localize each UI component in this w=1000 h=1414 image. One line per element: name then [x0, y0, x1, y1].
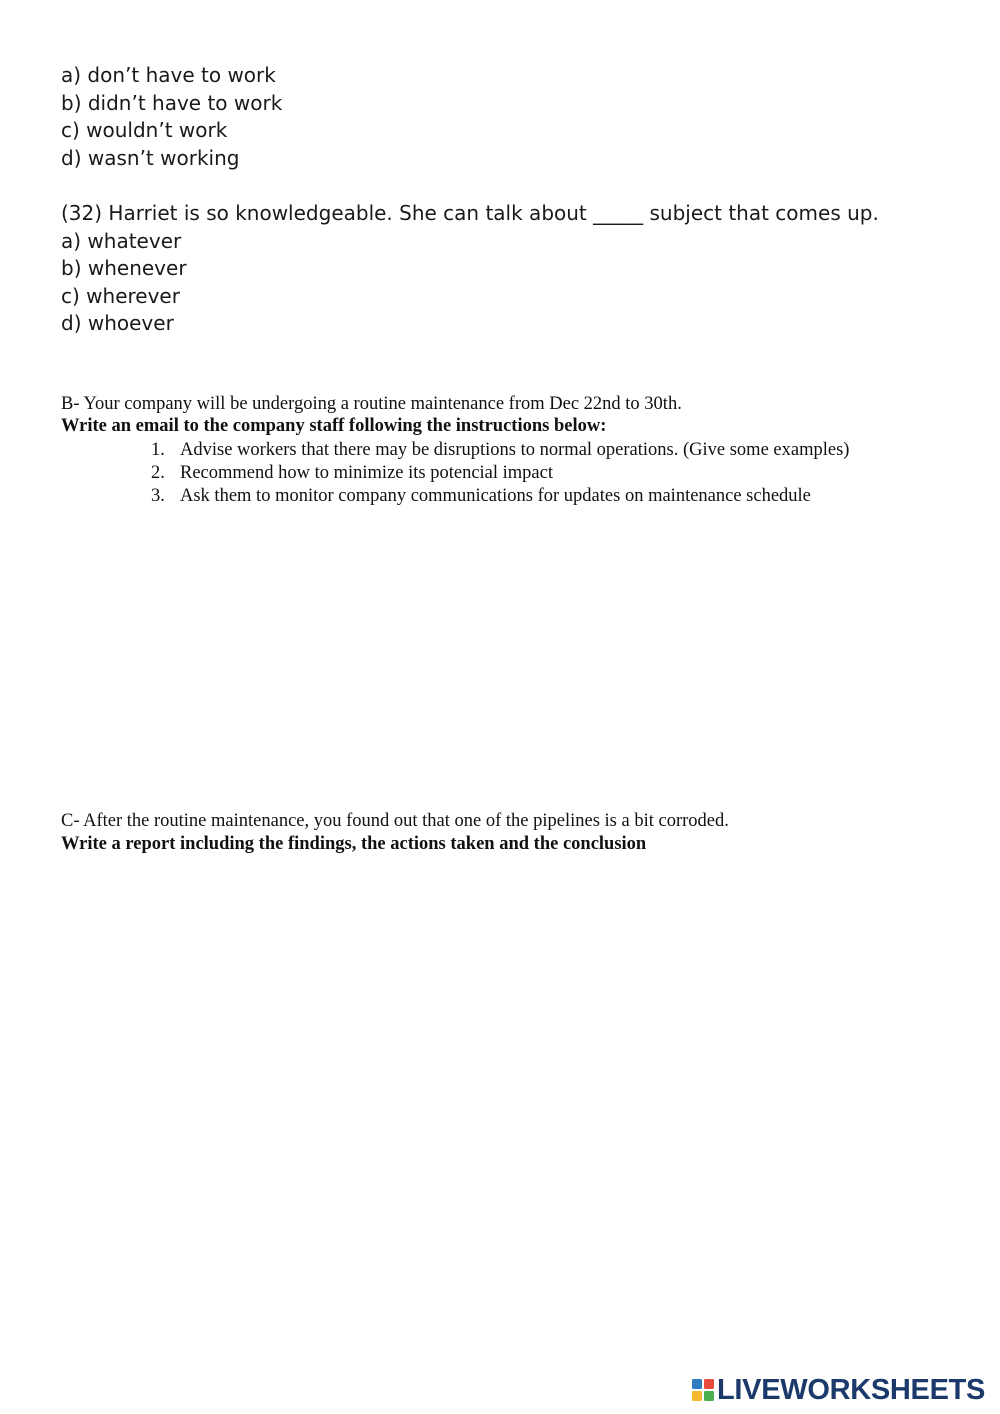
instruction-text: Advise workers that there may be disruptions to normal operations. (Give some examples): [180, 440, 850, 460]
q32-option-b: b) whenever: [61, 256, 187, 280]
q32-question: (32) Harriet is so knowledgeable. She can talk about _____ subject that comes up.: [61, 201, 879, 225]
q31-option-b: b) didn’t have to work: [61, 91, 283, 115]
logo-square-1: [692, 1379, 702, 1389]
section-b-intro: B- Your company will be undergoing a routine maintenance from Dec 22nd to 30th.: [61, 394, 682, 414]
section-b-instruction: Write an email to the company staff following the instructions below:: [61, 416, 607, 436]
instruction-text: Recommend how to minimize its potencial impact: [180, 463, 553, 483]
logo-square-3: [692, 1391, 702, 1401]
liveworksheets-logo-text: LIVEWORKSHEETS: [717, 1373, 986, 1406]
section-c-intro: C- After the routine maintenance, you found out that one of the pipelines is a bit corroded.: [61, 811, 729, 831]
liveworksheets-logo-icon: [692, 1379, 714, 1401]
q32-option-d: d) whoever: [61, 311, 174, 335]
section-c-instruction: Write a report including the findings, the actions taken and the conclusion: [61, 834, 647, 854]
q32-option-c: c) wherever: [61, 284, 180, 308]
logo-square-4: [704, 1391, 714, 1401]
instruction-number: 2.: [151, 463, 165, 483]
logo-square-2: [704, 1379, 714, 1389]
liveworksheets-logo: [692, 1374, 985, 1406]
instruction-item: [151, 439, 849, 462]
instruction-number: 3.: [151, 486, 165, 506]
q32-option-a: a) whatever: [61, 229, 182, 253]
instruction-number: 1.: [151, 440, 165, 460]
q31-option-c: c) wouldn’t work: [61, 118, 228, 142]
q31-option-a: a) don’t have to work: [61, 63, 276, 87]
instruction-item: [151, 462, 553, 485]
instruction-text: Ask them to monitor company communications for updates on maintenance schedule: [180, 486, 811, 506]
instruction-item: [151, 485, 811, 508]
q31-option-d: d) wasn’t working: [61, 146, 240, 170]
